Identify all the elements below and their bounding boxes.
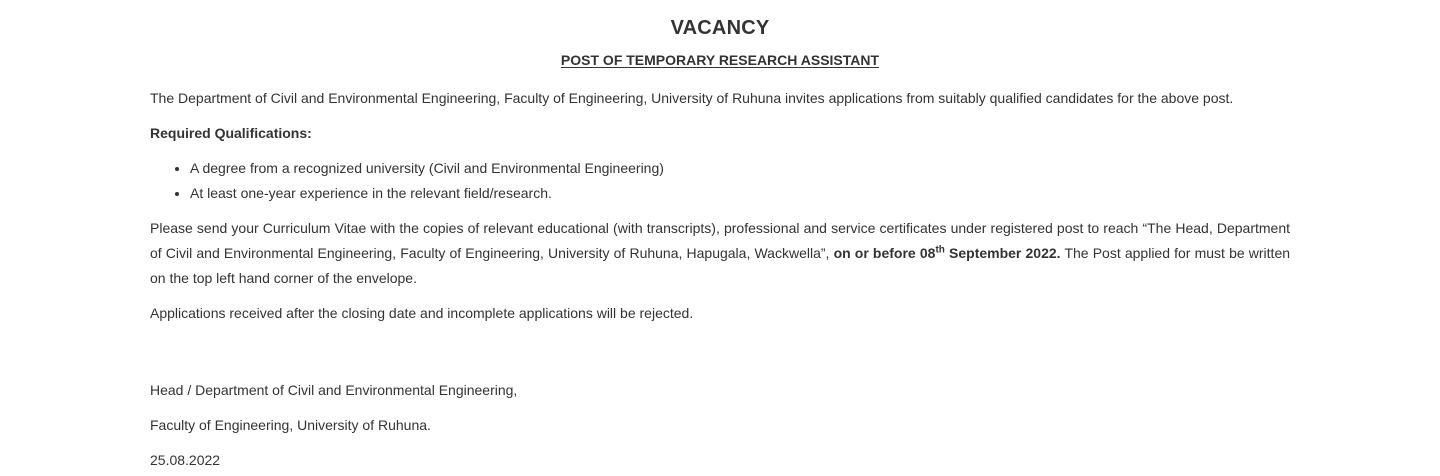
spacer: [150, 343, 1290, 378]
qualifications-heading: Required Qualifications:: [150, 125, 312, 141]
qualification-item: • A degree from a recognized university (Civil and Environmental Engineering): [190, 156, 1290, 181]
qualifications-list: [150, 156, 1290, 206]
post-title: POST OF TEMPORARY RESEARCH ASSISTANT: [560, 52, 880, 68]
signature-line-1: Head / Department of Civil and Environmental Engineering,: [150, 382, 518, 398]
page-title: VACANCY: [670, 17, 770, 39]
deadline-prefix: on or before 08: [833, 245, 936, 261]
deadline-suffix: September 2022.: [944, 245, 1061, 261]
rejection-note: Applications received after the closing date and incomplete applications will be rejected.: [150, 305, 694, 321]
signature-line-2: Faculty of Engineering, University of Ruhuna.: [150, 417, 431, 433]
qualification-item: • At least one-year experience in the relevant field/research.: [190, 181, 1290, 206]
vacancy-notice: [150, 0, 1290, 473]
instructions-paragraph: [150, 216, 1290, 291]
instructions-text-after: The Post applied for must be written on the top left hand corner of the envelope.: [150, 245, 1291, 286]
deadline: [834, 245, 1061, 261]
instructions-text: Please send your Curriculum Vitae with the copies of relevant educational (with transcripts), professional and service certificates under registered post to reach “The Head, Department of Civil and Environmental Engineering, Faculty of Engineering, University of Ruhuna, Hapugala, Wackwella”,: [150, 220, 1290, 261]
notice-date: 25.08.2022: [150, 452, 221, 468]
deadline-ordinal: th: [935, 244, 945, 256]
intro-paragraph: The Department of Civil and Environmental Engineering, Faculty of Engineering, University of Ruhuna invites applications from suitably qualified candidates for the above post.: [150, 90, 1234, 106]
